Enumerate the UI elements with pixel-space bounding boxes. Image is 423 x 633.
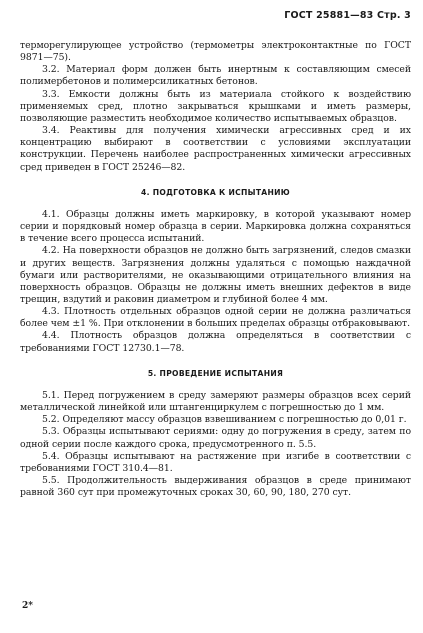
paragraph-5-4: 5.4. Образцы испытывают на растяжение при изгибе в соответствии с требованиями ГОСТ 310.4—81. — [20, 450, 411, 474]
paragraph-5-3: 5.3. Образцы испытывают сериями: одну до погружения в среду, затем по одной серии после каждого срока, предусмотренного п. 5.5. — [20, 426, 411, 450]
paragraph-5-1: 5.1. Перед погружением в среду замеряют размеры образцов всех серий металлической линейкой или штангенциркулем с погрешностью до 1 мм. — [20, 389, 411, 414]
paragraph-4-4: 4.4. Плотность образцов должна определяться в соответствии с требованиями ГОСТ 12730.1—78. — [20, 330, 411, 354]
paragraph-4-2: 4.2. На поверхности образцов не должно быть загрязнений, следов смазки и других веществ. Загрязнения должны удаляться с помощью наждачной бумаги или растворителями, не оказывающими отрицательного влияния на поверхность образцов. Образцы не должны иметь внешних дефектов в виде трещин, вздутий и раковин диаметром и глубиной более 4 мм. — [20, 245, 411, 305]
paragraph-5-5: 5.5. Продолжительность выдерживания образцов в среде принимают равной 360 сут при промежуточных сроках 30, 60, 90, 180, 270 сут. — [20, 475, 411, 499]
paragraph-4-3: 4.3. Плотность отдельных образцов одной серии не должна различаться более чем ±1 %. При отклонении в больших пределах образцы отбраковывают. — [20, 306, 411, 330]
section-5-heading: 5. ПРОВЕДЕНИЕ ИСПЫТАНИЯ — [147, 368, 284, 378]
paragraph-4-1: 4.1. Образцы должны иметь маркировку, в которой указывают номер серии и порядковый номер образца в серии. Маркировка должна сохраняться в течение всего процесса испытаний. — [20, 208, 411, 245]
document-page — [20, 0, 411, 633]
paragraph-5-2: 5.2. Определяют массу образцов взвешиванием с погрешностью до 0,01 г. — [42, 414, 407, 426]
signature-mark: 2* — [22, 601, 33, 611]
paragraph-3-2: 3.2. Материал форм должен быть инертным к составляющим смесей полимербетонов и полимерсиликатных бетонов. — [20, 64, 411, 88]
page-header: ГОСТ 25881—83 Стр. 3 — [284, 10, 411, 21]
paragraph-3-1-continuation: терморегулирующее устройство (термометры электроконтактные по ГОСТ 9871—75). — [20, 40, 411, 64]
paragraph-3-3: 3.3. Емкости должны быть из материала стойкого к воздействию применяемых сред, плотно закрываться крышками и иметь размеры, позволяющие разместить необходимое количество испытываемых образцов. — [20, 88, 411, 124]
section-4-heading: 4. ПОДГОТОВКА К ИСПЫТАНИЮ — [140, 187, 290, 197]
document-body — [20, 40, 411, 499]
paragraph-3-4: 3.4. Реактивы для получения химически агрессивных сред и их концентрацию выбирают в соответствии с условиями эксплуатации конструкции. Перечень наиболее распространенных химически агрессивных сред приведен в ГОСТ 25246—82. — [20, 125, 411, 173]
